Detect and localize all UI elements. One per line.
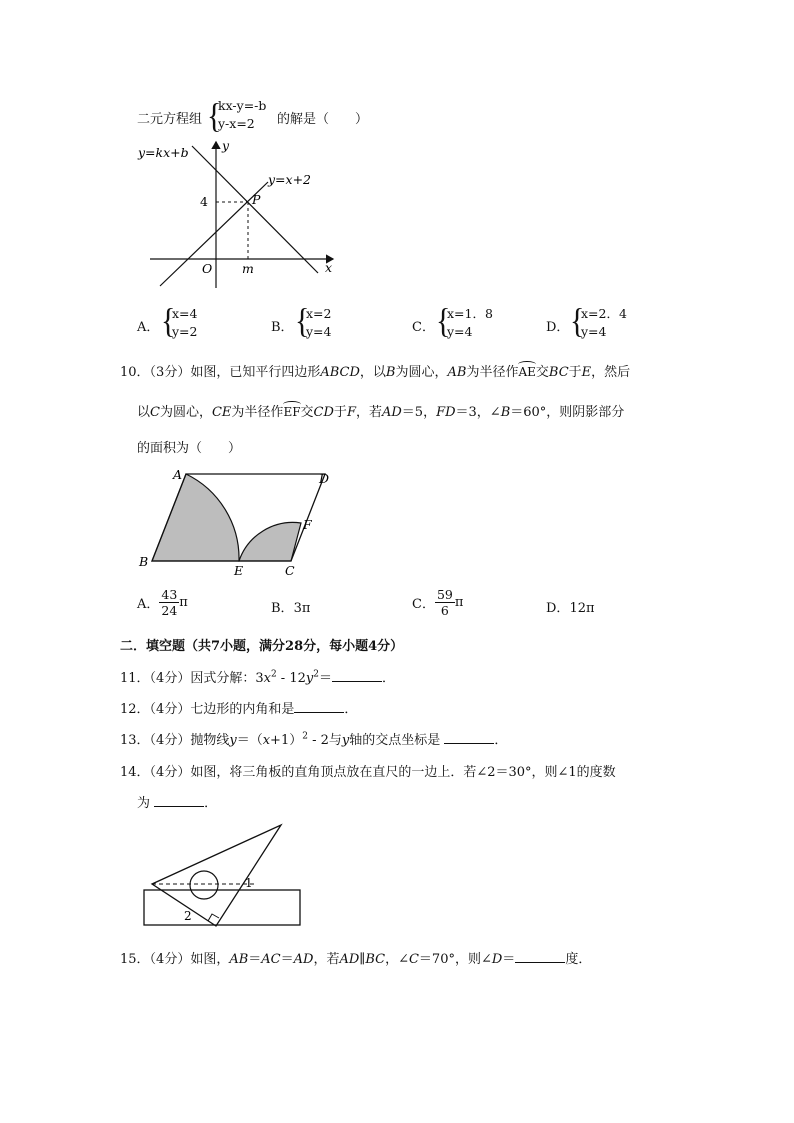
q10-option-c-letter: C． bbox=[412, 597, 435, 612]
q10-var: BC bbox=[548, 365, 569, 380]
q9-option-b-letter: B． bbox=[271, 320, 294, 335]
q11-text: - 12 bbox=[276, 671, 306, 686]
q12 bbox=[120, 698, 357, 717]
q9-option-d-brace: { bbox=[570, 302, 585, 341]
q13-var: x bbox=[262, 733, 271, 748]
q9-option-d-system bbox=[581, 305, 627, 341]
q10-option-a-fraction bbox=[159, 587, 179, 618]
q10-text: 于 bbox=[568, 365, 582, 380]
q9-option-a-l2: y=2 bbox=[172, 324, 198, 339]
pi-symbol: π bbox=[454, 595, 464, 610]
q14-line2 bbox=[137, 792, 217, 811]
q10-var: AB bbox=[447, 365, 467, 380]
q11-answer-blank[interactable] bbox=[332, 669, 382, 682]
q10-var: C bbox=[150, 405, 160, 420]
q14-text: 为 bbox=[137, 796, 155, 811]
q15 bbox=[120, 948, 591, 967]
q10-text: 于 bbox=[333, 405, 347, 420]
q10-option-d-text: 12π bbox=[569, 601, 595, 616]
q9-line-kxb bbox=[192, 146, 318, 273]
q13-text: ＝（ bbox=[236, 733, 263, 748]
q15-text: ＝ bbox=[280, 952, 294, 967]
q10-option-d-letter: D． bbox=[546, 601, 570, 616]
q15-text: ＝ bbox=[502, 952, 516, 967]
q13-sup: 2 bbox=[302, 731, 308, 742]
q10-var: B bbox=[385, 365, 396, 380]
q11-var: y bbox=[305, 671, 314, 686]
q10-arc-ae: AE bbox=[518, 365, 536, 379]
q13-var: y bbox=[341, 733, 350, 748]
q15-var: BC bbox=[365, 952, 386, 967]
q15-var: AD bbox=[339, 952, 360, 967]
q10-var: CE bbox=[211, 405, 232, 420]
q10-text: 交 bbox=[300, 405, 314, 420]
q15-answer-blank[interactable] bbox=[515, 950, 565, 963]
q10-var: ABCD bbox=[320, 365, 360, 380]
q14-right-angle-mark bbox=[208, 914, 219, 921]
q9-system-brace: { bbox=[207, 97, 222, 136]
q14-triangle bbox=[152, 825, 281, 926]
q15-text: ＝70°，则∠ bbox=[418, 952, 492, 967]
q10-text: ＝60°，则阴影部分 bbox=[510, 405, 625, 420]
q15-var: AD bbox=[293, 952, 314, 967]
q10-text: 为半径作 bbox=[466, 365, 519, 380]
q15-var: AC bbox=[261, 952, 281, 967]
q9-stem-prefix: 二元方程组 bbox=[137, 112, 203, 127]
q10-text: 为半径作 bbox=[231, 405, 284, 420]
q10-shaded-sector-b bbox=[152, 474, 239, 561]
q10-option-a[interactable] bbox=[137, 587, 188, 618]
q9-option-d-letter: D． bbox=[546, 320, 570, 335]
q10-text: ，然后 bbox=[591, 365, 631, 380]
q12-answer-blank[interactable] bbox=[294, 700, 344, 713]
q9-graph bbox=[130, 138, 350, 288]
q9-option-a-l1: x=4 bbox=[172, 306, 198, 321]
q9-eq2: y-x=2 bbox=[218, 116, 255, 131]
q15-text: ，若 bbox=[313, 952, 340, 967]
q15-var: AB bbox=[229, 952, 249, 967]
q9-option-c-brace: { bbox=[436, 302, 451, 341]
q9-eq1: kx-y=-b bbox=[218, 98, 267, 113]
q9-option-b-system bbox=[306, 305, 332, 341]
q11-sup: 2 bbox=[313, 669, 319, 680]
q13-text: 13．（4分）抛物线 bbox=[120, 733, 230, 748]
q9-system bbox=[218, 97, 266, 133]
q10-option-b-letter: B． bbox=[271, 601, 294, 616]
q9-option-a-system bbox=[172, 305, 198, 341]
q10-figure bbox=[135, 465, 345, 580]
q10-text: 为圆心， bbox=[395, 365, 448, 380]
q9-label-y: y bbox=[222, 138, 230, 153]
q10-option-b[interactable] bbox=[271, 597, 310, 616]
pi-symbol: π bbox=[179, 595, 188, 610]
q9-option-b-l1: x=2 bbox=[306, 306, 332, 321]
q9-option-a-brace: { bbox=[161, 302, 176, 341]
denominator: 6 bbox=[440, 603, 449, 618]
q11-text: ． bbox=[381, 671, 395, 686]
q10-text: ，若 bbox=[355, 405, 382, 420]
q10-shaded-sector-c bbox=[239, 522, 301, 561]
q11-text: ＝ bbox=[318, 671, 332, 686]
q9-option-d-l2: y=4 bbox=[581, 324, 607, 339]
q12-text: 12．（4分）七边形的内角和是 bbox=[120, 702, 295, 717]
q11-sup: 2 bbox=[270, 669, 277, 680]
denominator: 24 bbox=[161, 603, 178, 618]
q10-text: ，以 bbox=[359, 365, 386, 380]
q11-var: x bbox=[263, 671, 271, 686]
q13-answer-blank[interactable] bbox=[444, 731, 494, 744]
q9-option-a-letter: A． bbox=[137, 320, 160, 335]
q14-triangle-hole bbox=[190, 871, 218, 899]
q10-option-d[interactable] bbox=[546, 597, 595, 616]
q9-stem-suffix: 的解是（ ） bbox=[277, 112, 369, 127]
q9-option-b-brace: { bbox=[295, 302, 310, 341]
q9-label-line1: y=kx+b bbox=[138, 145, 189, 160]
q9-label-4: 4 bbox=[200, 194, 208, 209]
q9-option-d-l1: x=2．4 bbox=[581, 306, 627, 321]
q11-text: 11．（4分）因式分解：3 bbox=[120, 671, 264, 686]
q9-label-origin: O bbox=[202, 261, 213, 276]
q10-label-f: F bbox=[303, 517, 312, 532]
q15-text: ，∠ bbox=[385, 952, 409, 967]
q9-label-m: m bbox=[242, 261, 254, 276]
q10-var: AD bbox=[381, 405, 402, 420]
q9-option-c-letter: C． bbox=[412, 320, 435, 335]
q11 bbox=[120, 667, 395, 686]
q13-text: ． bbox=[494, 733, 508, 748]
q9-label-p: P bbox=[252, 192, 261, 207]
q10-var: FD bbox=[436, 405, 456, 420]
q9-label-line2: y=x+2 bbox=[268, 172, 312, 187]
q9-option-c-l2: y=4 bbox=[447, 324, 473, 339]
q10-text: 以 bbox=[137, 405, 151, 420]
q14-label-2: 2 bbox=[184, 909, 192, 923]
q15-text: ＝ bbox=[248, 952, 262, 967]
q10-var: CD bbox=[313, 405, 334, 420]
q9-option-b-l2: y=4 bbox=[306, 324, 332, 339]
q10-var: E bbox=[581, 365, 592, 380]
q10-label-b: B bbox=[139, 554, 149, 569]
q9-option-c-system bbox=[447, 305, 493, 341]
q10-label-a: A bbox=[173, 467, 183, 482]
q15-text: 度． bbox=[565, 952, 592, 967]
section2-title: 二．填空题（共7小题，满分28分，每小题4分） bbox=[120, 639, 404, 654]
q10-option-c-fraction bbox=[435, 587, 455, 618]
q10-line1 bbox=[120, 361, 630, 380]
q10-arc-ef: EF bbox=[283, 405, 301, 419]
q9-option-c-l1: x=1．8 bbox=[447, 306, 493, 321]
q14-text: ． bbox=[204, 796, 218, 811]
numerator: 43 bbox=[161, 587, 178, 602]
q13-text: +1） bbox=[270, 733, 303, 748]
q10-text: 10．（3分）如图，已知平行四边形 bbox=[120, 365, 321, 380]
q14-line1: 14．（4分）如图，将三角板的直角顶点放在直尺的一边上．若∠2＝30°，则∠1的度数 bbox=[120, 765, 616, 780]
q14-figure bbox=[140, 820, 310, 930]
q10-text: 为圆心， bbox=[159, 405, 212, 420]
q14-answer-blank[interactable] bbox=[154, 794, 204, 807]
q13-var: y bbox=[229, 733, 237, 748]
q10-var: F bbox=[346, 405, 356, 420]
q15-text: 15．（4分）如图， bbox=[120, 952, 230, 967]
q15-var: D bbox=[491, 952, 503, 967]
q10-line3: 的面积为（ ） bbox=[137, 441, 242, 456]
q13 bbox=[120, 729, 507, 748]
q10-line2 bbox=[137, 401, 624, 420]
q10-text: ＝3，∠ bbox=[455, 405, 501, 420]
q10-var: B bbox=[500, 405, 511, 420]
q15-text: ∥ bbox=[359, 952, 366, 967]
q12-text: ． bbox=[344, 702, 358, 717]
q10-text: 交 bbox=[535, 365, 549, 380]
q10-label-d: D bbox=[319, 471, 330, 486]
q10-option-c[interactable] bbox=[412, 587, 463, 618]
q10-option-a-letter: A． bbox=[137, 597, 160, 612]
q13-text: - 2与 bbox=[307, 733, 342, 748]
q9-label-x: x bbox=[325, 260, 333, 275]
q10-text: ＝5， bbox=[401, 405, 437, 420]
q14-ruler bbox=[144, 890, 300, 925]
q10-option-b-text: 3π bbox=[293, 601, 311, 616]
q15-var: C bbox=[408, 952, 419, 967]
numerator: 59 bbox=[436, 587, 453, 602]
q13-text: 轴的交点坐标是 bbox=[349, 733, 445, 748]
q10-label-c: C bbox=[285, 563, 295, 578]
q10-label-e: E bbox=[234, 563, 244, 578]
q14-label-1: 1 bbox=[245, 876, 253, 890]
